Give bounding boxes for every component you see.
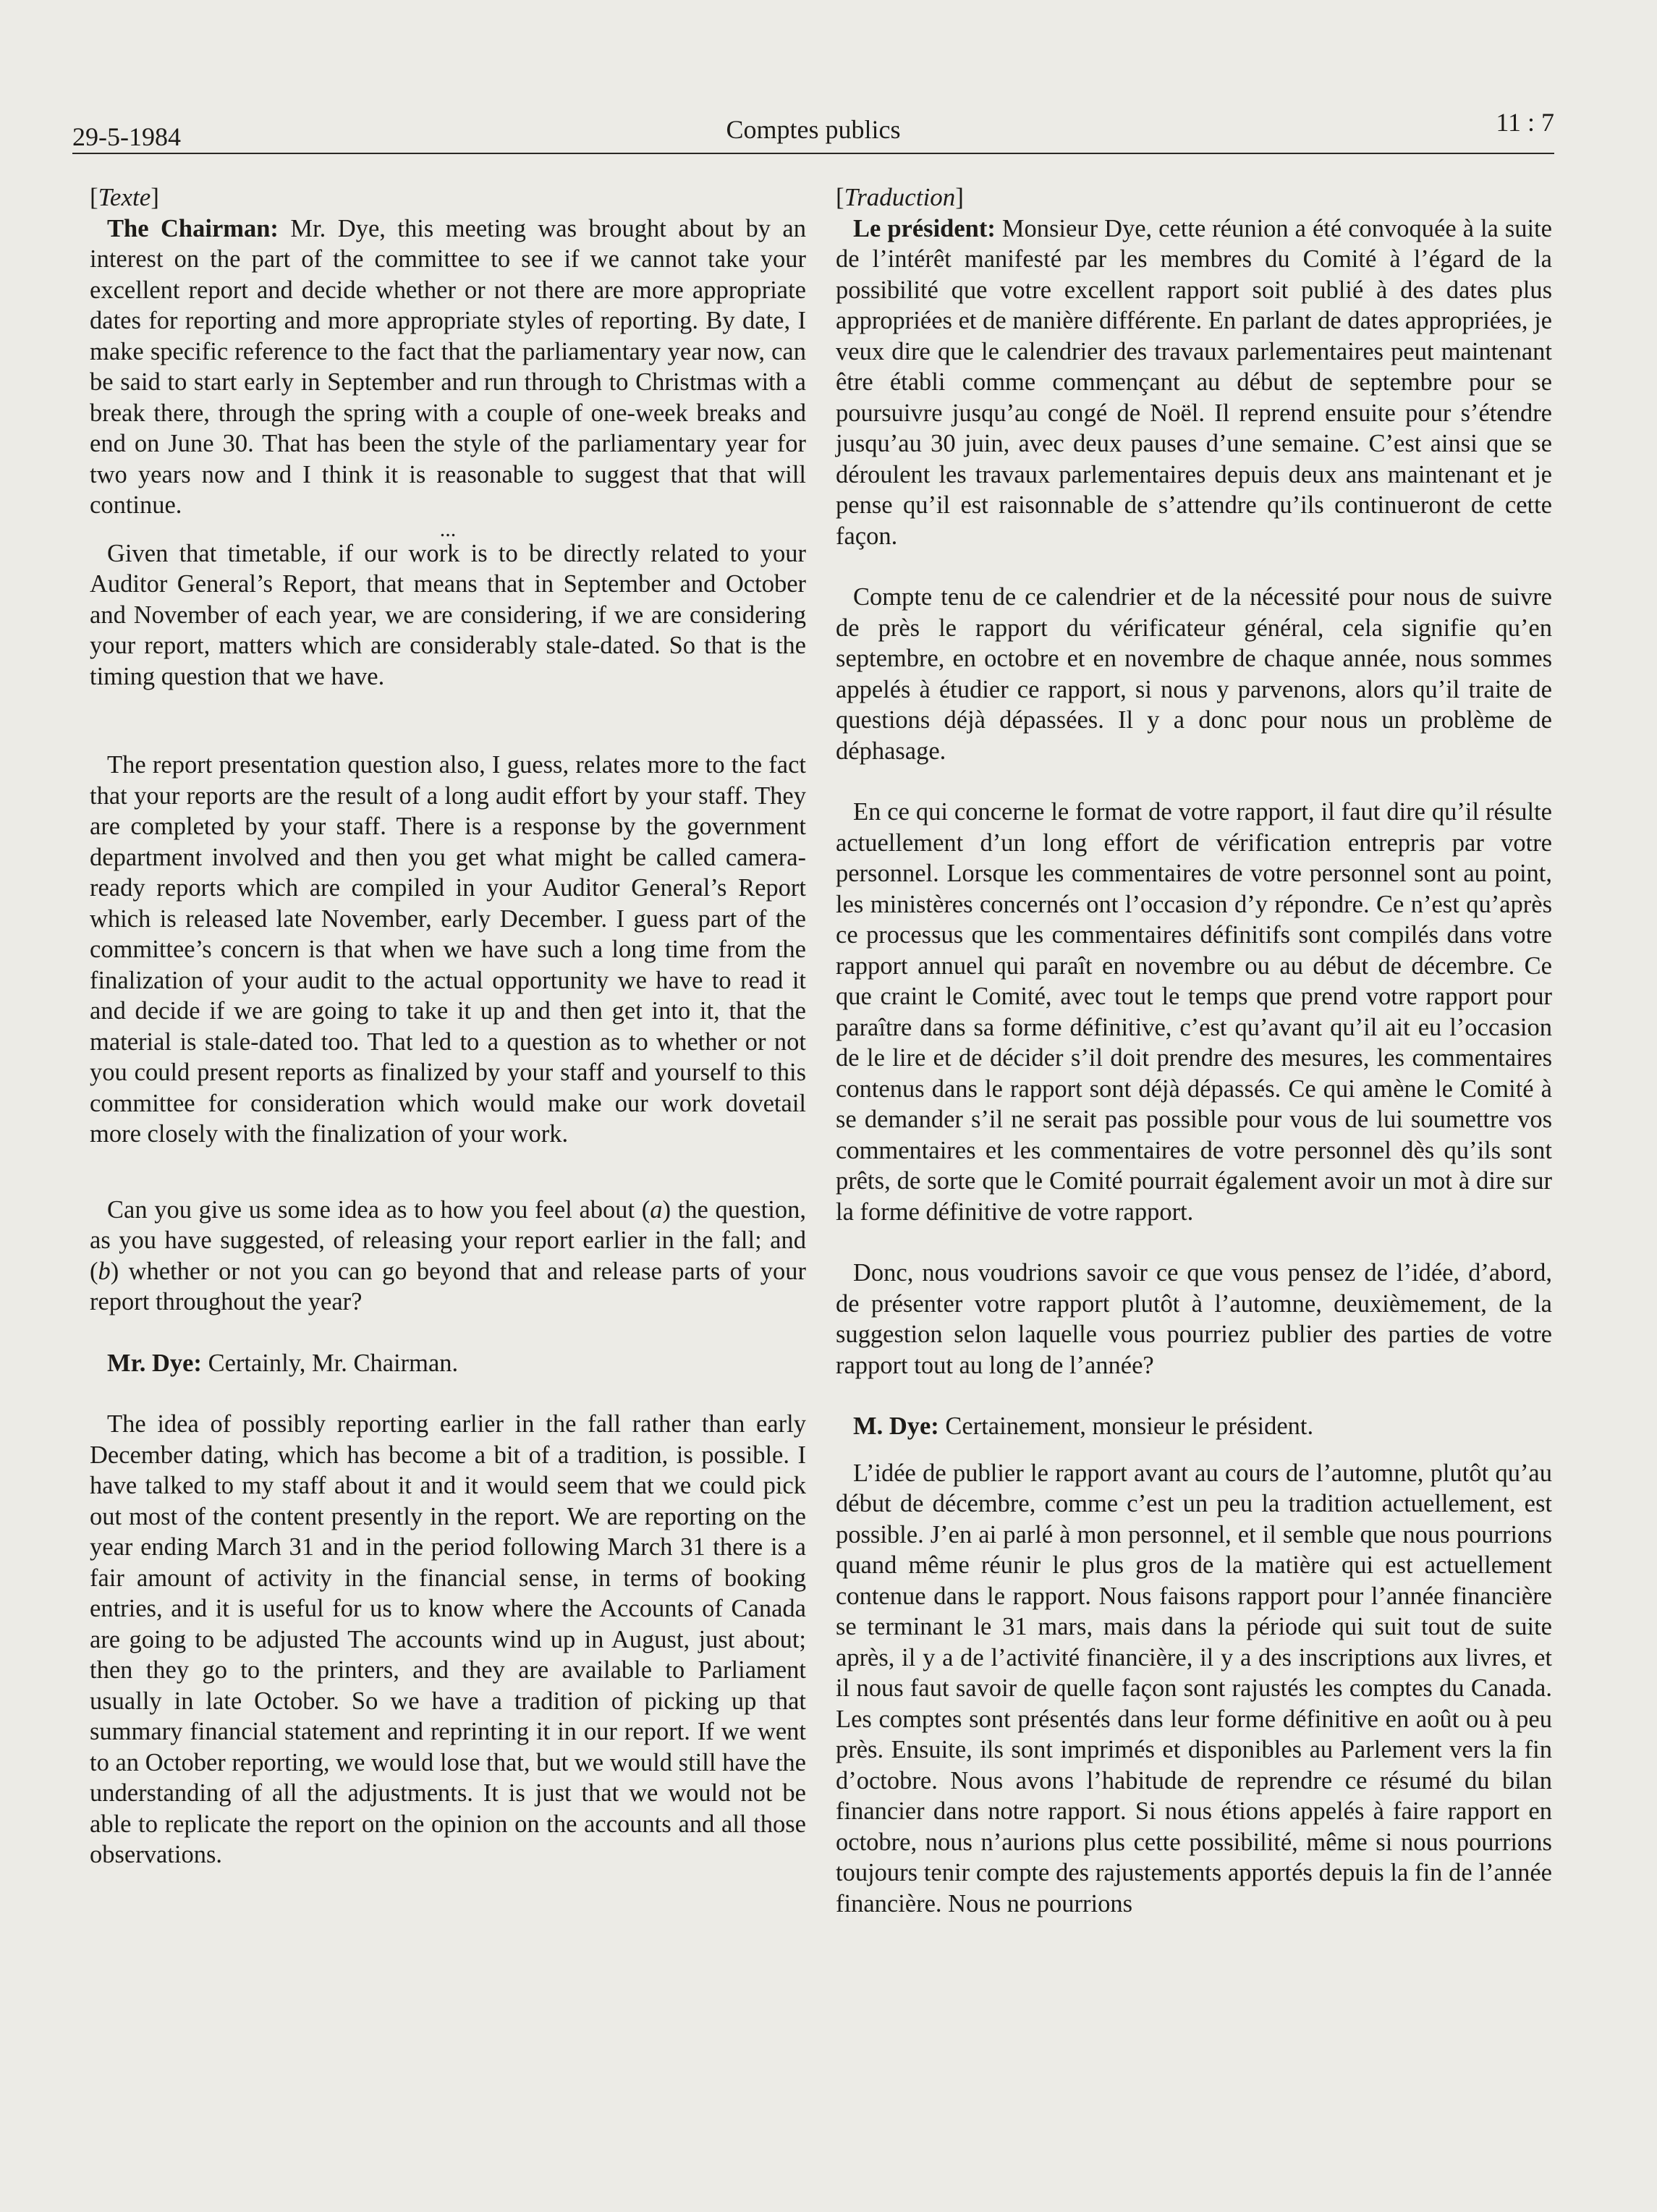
paragraph-m-dye-reply: M. Dye: Certainement, monsieur le président.	[853, 1412, 1314, 1440]
page-header	[72, 107, 1554, 151]
paragraph-question: Can you give us some idea as to how you feel about (a) the question, as you have suggested, of releasing your report earlier in the fall; and (b) whether or not you can go beyond that and release parts of your report throughout the year?	[90, 1195, 807, 1315]
language-tag-texte: [Texte]	[90, 183, 159, 211]
paragraph-donc: Donc, nous voudrions savoir ce que vous pensez de l’idée, d’abord, de présenter votre rapport plutôt à l’automne, deuxièmement, de la suggestion selon laquelle vous pourriez publier des parties de votre rapport tout au long de l’année?	[836, 1259, 1552, 1379]
header-date: 29-5-1984	[72, 122, 181, 151]
separator-dots: ...	[439, 517, 457, 541]
speaker-dye: Mr. Dye:	[107, 1349, 202, 1377]
english-column	[90, 182, 806, 1870]
paragraph-timetable: Given that timetable, if our work is to be directly related to your Auditor General’s Report, that means that in September and October and November of each year, we are considering, if we are considering your report, matters which are considerably stale-dated. So that is the timing question that we have.	[90, 539, 806, 690]
header-rule	[72, 153, 1554, 154]
paragraph-m-dye-answer: L’idée de publier le rapport avant au cours de l’automne, plutôt qu’au début de décembre, comme c’est un peu la tradition actuellement, est possible. J’en ai parlé à mon personnel, et il semble que nous pourrions quand même réunir le plus gros de la matière qui est actuellement contenue dans le rapport. Nous faisons rapport pour l’année financière se terminant le 31 mars, mais dans la période qui suit tout de suite après, il y a de l’activité financière, il y a des inscriptions aux livres, et il nous faut savoir de quelle façon sont rajustés les comptes du Canada. Les comptes sont présentés dans leur forme définitive en août ou à peu près. Ensuite, ils sont imprimés et disponibles au Parlement vers la fin d’octobre. Nous avons l’habitude de reprendre ce résumé du bilan financier dans notre rapport. Si nous étions appelés à faire rapport en octobre, nous n’aurions plus cette possibilité, même si nous pourrions toujours tenir compte des rajustements apportés depuis la fin de l’année financière. Nous ne pourrions	[836, 1459, 1552, 1918]
paragraph-calendrier: Compte tenu de ce calendrier et de la nécessité pour nous de suivre de près le rapport du vérificateur général, cela signifie qu’en septembre, en octobre et en novembre de chaque année, nous sommes appelés à étudier ce rapport, si nous y parvenons, alors qu’il traite de questions déjà dépassées. Il y a donc pour nous un problème de déphasage.	[836, 583, 1552, 765]
speaker-chairman: The Chairman:	[107, 214, 279, 242]
paragraph-report-presentation: The report presentation question also, I guess, relates more to the fact that your reports are the result of a long audit effort by your staff. They are completed by your staff. There is a response by the government department involved and then you get what might be called camera-ready reports which are compiled in your Auditor General’s Report which is released late November, early December. I guess part of the committee’s concern is that when we have such a long time from the finalization of your audit to the actual opportunity we have to read it and decide if we are going to take it up and then get into it, that the material is stale-dated too. That led to a question as to whether or not you could present reports as finalized by your staff and yourself to this committee for consideration which would make our work dovetail more closely with the finalization of your work.	[90, 751, 806, 1148]
header-page-number: 11 : 7	[1496, 108, 1554, 137]
language-tag-traduction: [Traduction]	[836, 183, 964, 211]
speaker-m-dye: M. Dye:	[853, 1412, 939, 1440]
french-column	[836, 182, 1552, 1919]
paragraph-format-rapport: En ce qui concerne le format de votre rapport, il faut dire qu’il résulte actuellement d’un long effort de vérification entrepris par votre personnel. Lorsque les commentaires de votre personnel sont au point, les ministères concernés ont l’occasion d’y répondre. Ce n’est qu’après ce processus que les commentaires définitifs sont compilés dans votre rapport annuel qui paraît en novembre ou au début de décembre. Ce que craint le Comité, avec tout le temps que prend votre rapport pour paraître dans sa forme définitive, c’est qu’avant qu’il ait eu l’occasion de le lire et de décider s’il doit prendre des mesures, les commentaires contenus dans le rapport sont déjà dépassés. Ce qui amène le Comité à se demander s’il ne serait pas possible pour vous de lui soumettre vos commentaires et les commentaires de votre personnel dès qu’ils sont prêts, de sorte que le Comité pourrait également avoir un mot à dire sur la forme définitive de votre rapport.	[836, 798, 1552, 1226]
header-title: Comptes publics	[726, 115, 901, 144]
paragraph-dye-reply: Mr. Dye: Certainly, Mr. Chairman.	[107, 1349, 459, 1377]
paragraph-president-opening: Le président: Monsieur Dye, cette réunion a été convoquée à la suite de l’intérêt manifesté par les membres du Comité à l’égard de la possibilité que votre excellent rapport soit publié à des dates plus appropriées et de manière différente. En parlant de dates appropriées, je veux dire que le calendrier des travaux parlementaires peut maintenant être établi comme commençant au début de septembre pour se poursuivre jusqu’au congé de Noël. Il reprend ensuite pour s’étendre jusqu’au 30 juin, avec deux pauses d’une semaine. C’est ainsi que se déroulent les travaux parlementaires depuis deux ans maintenant et je pense qu’il est raisonnable de s’attendre qu’ils continueront de cette façon.	[836, 214, 1552, 550]
paragraph-dye-answer: The idea of possibly reporting earlier in the fall rather than early December dating, which has become a bit of a tradition, is possible. I have talked to my staff about it and it would seem that we could pick out most of the content presently in the report. We are reporting on the year ending March 31 and in the period following March 31 there is a fair amount of activity in the financial sense, in terms of booking entries, and it is useful for us to know where the Accounts of Canada are going to be adjusted The accounts wind up in August, just about; then they go to the printers, and they are available to Parliament usually in late October. So we have a tradition of picking up that summary financial statement and reprinting it in our report. If we went to an October reporting, we would lose that, but we would still have the understanding of all the adjustments. It is just that we would not be able to replicate the report on the opinion on the accounts and all those observations.	[90, 1410, 806, 1868]
speaker-president: Le président:	[853, 214, 996, 242]
paragraph-chairman-opening: The Chairman: Mr. Dye, this meeting was brought about by an interest on the part of the committee to see if we cannot take your excellent report and decide whether or not there are more appropriate dates for reporting and more appropriate styles of reporting. By date, I make specific reference to the fact that the parliamentary year now, can be said to start early in September and run through to Christmas with a break there, through the spring with a couple of one-week breaks and end on June 30. That has been the style of the parliamentary year for two years now and I think it is reasonable to suggest that that will continue.	[90, 214, 806, 519]
